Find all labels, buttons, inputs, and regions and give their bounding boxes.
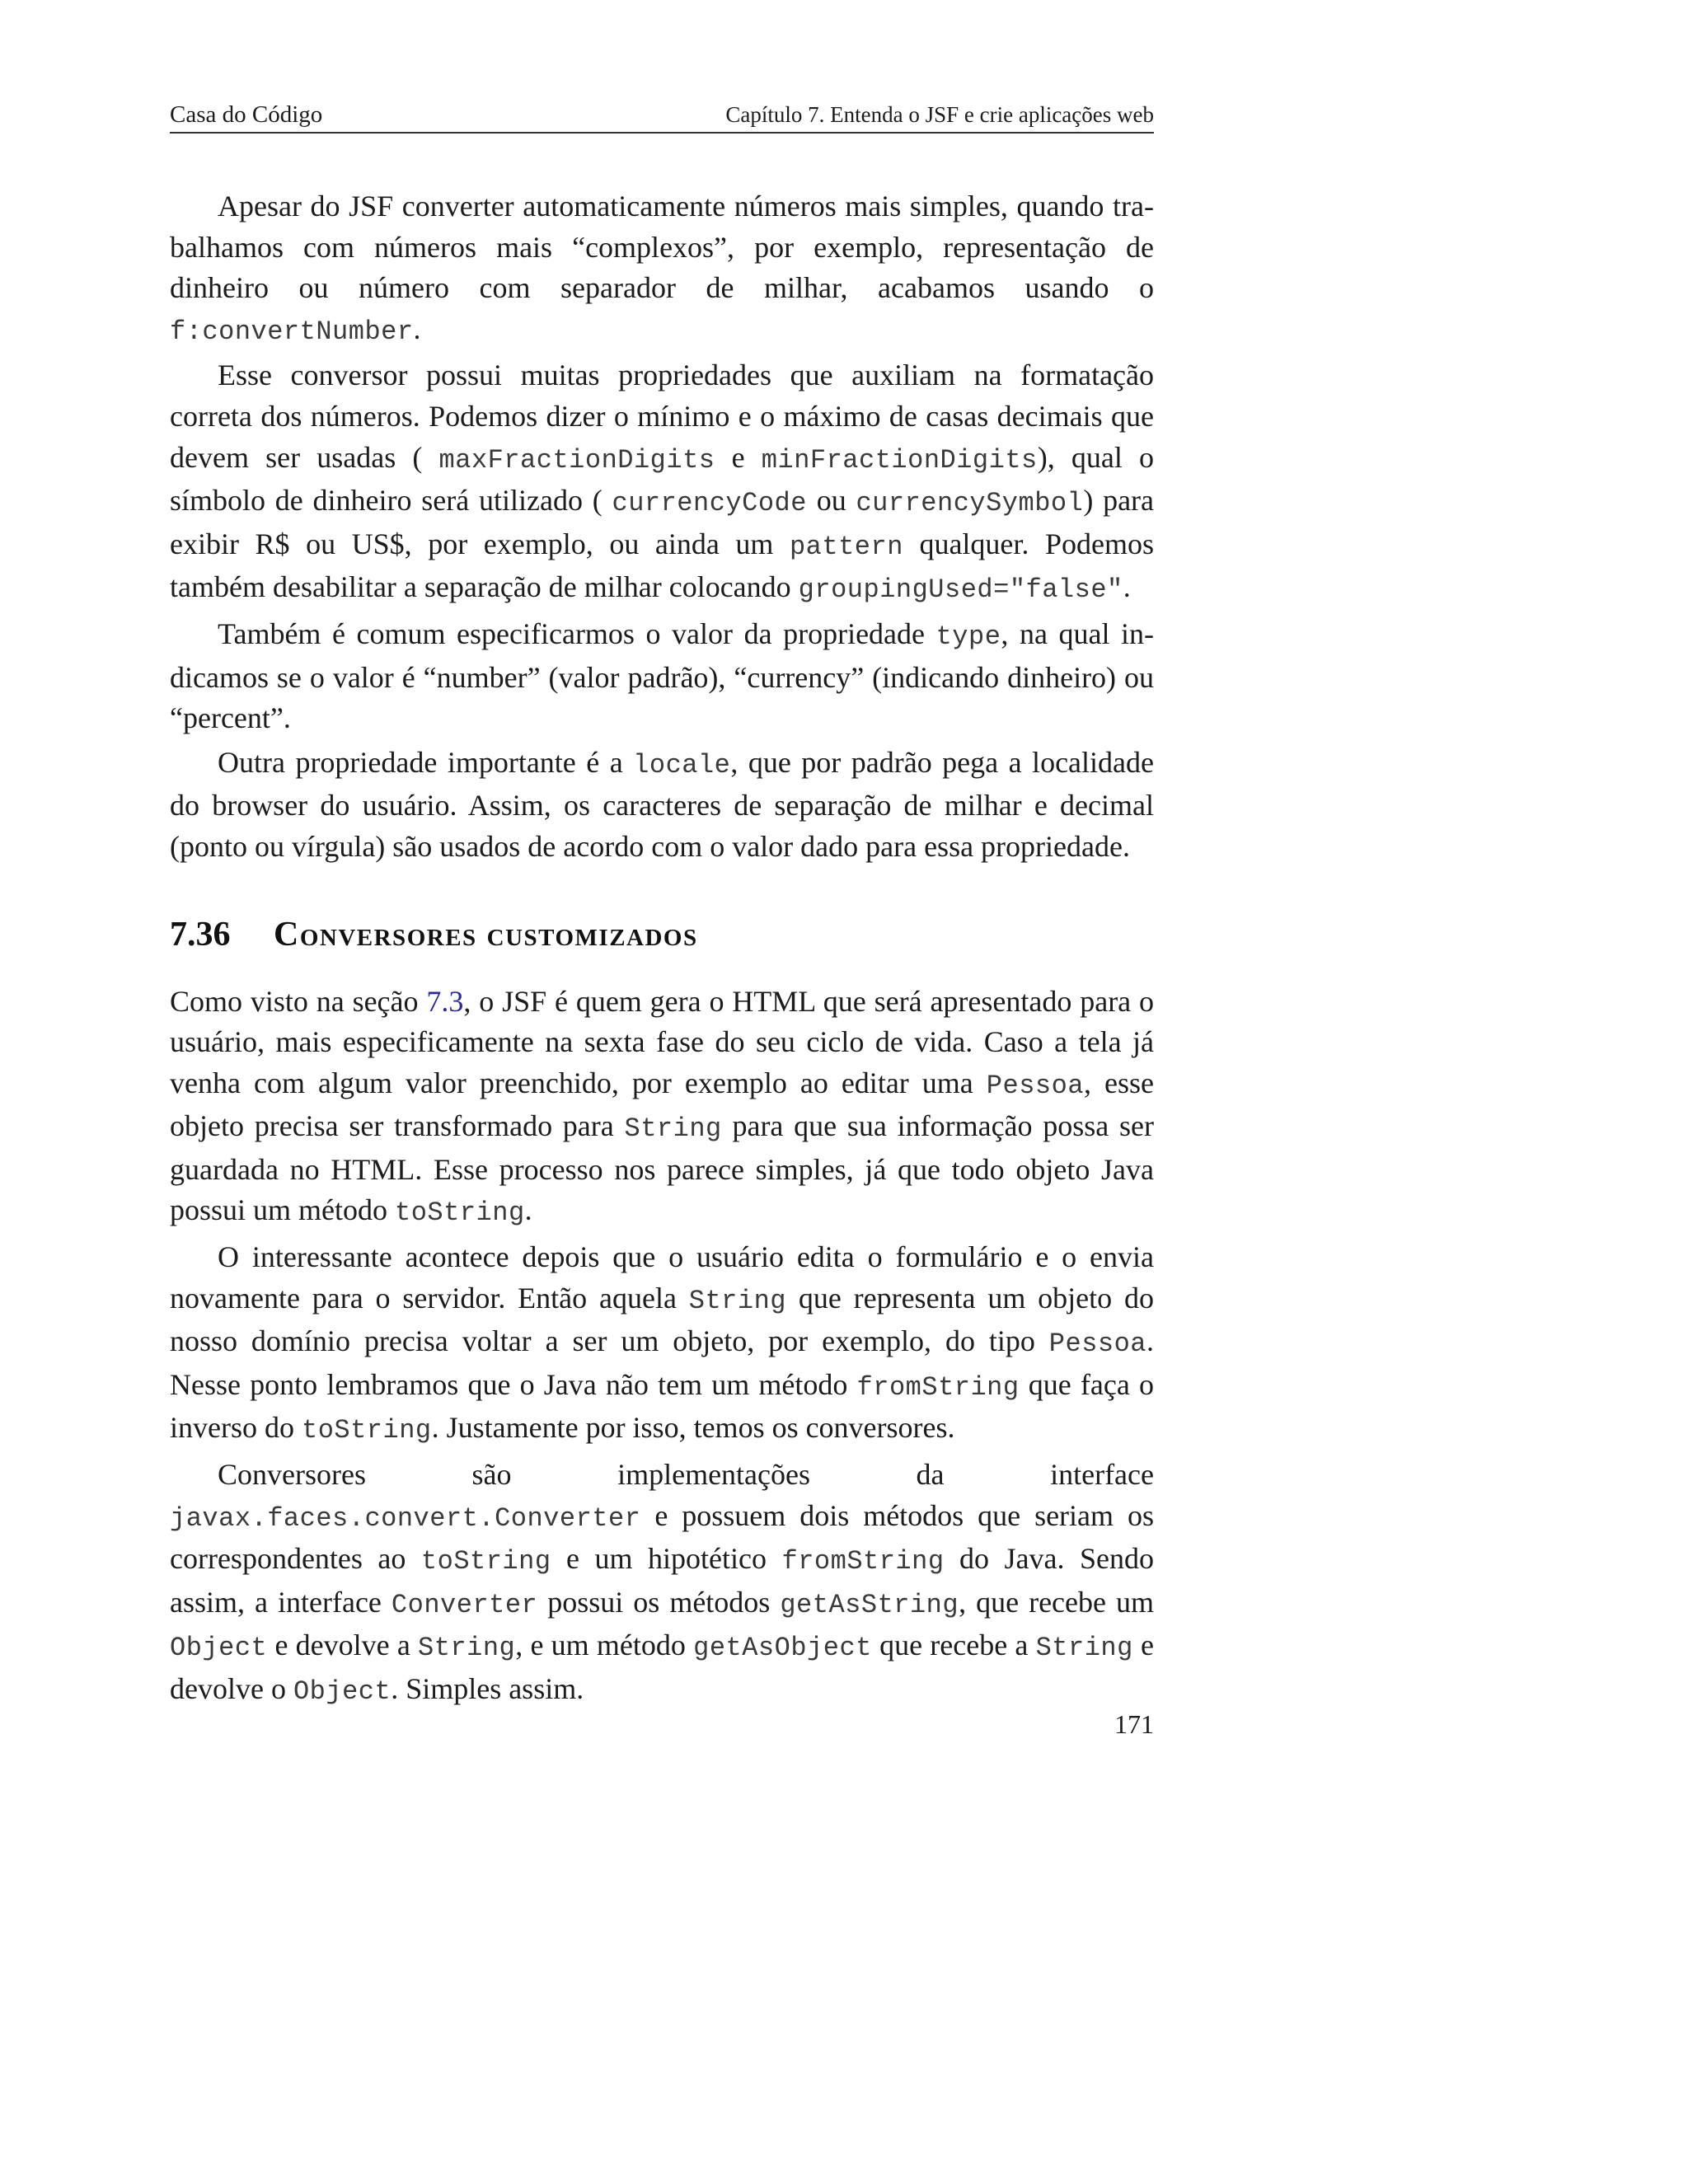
inline-code: minFractionDigits bbox=[761, 444, 1038, 476]
inline-code: toString bbox=[301, 1415, 432, 1446]
text: e devolve o bbox=[170, 1629, 1155, 1705]
inline-code: String bbox=[688, 1285, 786, 1316]
section-title: Conversores customizados bbox=[274, 915, 698, 954]
inline-code: locale bbox=[633, 749, 731, 780]
text: possui os métodos bbox=[537, 1585, 781, 1619]
inline-code: groupingUsed="false" bbox=[798, 574, 1123, 606]
text: Conversores são implementações da interface bbox=[218, 1458, 1154, 1492]
text: Como visto na seção bbox=[170, 984, 427, 1018]
page-number: 171 bbox=[1114, 1709, 1154, 1739]
text: , que por padrão pega a localidade do browser do usuário. Assim, os caracteres de separação de milhar e decimal (ponto ou vírgula) são usados de acordo com o valor dado para essa propriedade. bbox=[170, 745, 1154, 863]
text: . bbox=[1123, 570, 1131, 604]
paragraph-custom-converters-intro bbox=[170, 982, 1154, 1235]
text: que faça o inverso do bbox=[170, 1367, 1154, 1445]
text: . Simples assim. bbox=[391, 1672, 584, 1705]
section-cross-reference-link[interactable]: 7.3 bbox=[426, 984, 464, 1018]
running-header bbox=[170, 97, 1154, 134]
inline-code: toString bbox=[395, 1197, 525, 1229]
text: qualquer. Podemos também desabilitar a separação de milhar colocando bbox=[170, 527, 1154, 604]
inline-code: currencySymbol bbox=[856, 488, 1084, 519]
text: que recebe a bbox=[871, 1629, 1036, 1662]
header-book-title: Casa do Código bbox=[170, 101, 323, 128]
text: O interessante acontece depois que o usuário edita o formulário e o envia novamente para o servidor. Então aquela bbox=[170, 1240, 1154, 1315]
inline-code: f:convertNumber bbox=[170, 316, 414, 347]
text: . bbox=[524, 1193, 532, 1227]
text: . Nesse ponto lembramos que o Java não tem um método bbox=[170, 1324, 1154, 1401]
inline-code: type bbox=[935, 621, 1001, 652]
header-chapter-title: Capítulo 7. Entenda o JSF e crie aplicações web bbox=[725, 102, 1154, 127]
text: e bbox=[715, 440, 762, 474]
text: Apesar do JSF converter automaticamente números mais simples, quando trabalhamos com números mais “complexos”, por exemplo, representação de dinheiro ou número com separador de milhar, acabamos usando o bbox=[170, 190, 1154, 305]
inline-code: String bbox=[418, 1633, 516, 1664]
inline-code: Converter bbox=[391, 1589, 538, 1620]
page-body bbox=[170, 186, 1154, 1716]
inline-code: Object bbox=[170, 1633, 268, 1664]
section-number: 7.36 bbox=[170, 915, 231, 954]
text: Também é comum especificarmos o valor da propriedade bbox=[218, 616, 936, 650]
text: . Justamente por isso, temos os conversores. bbox=[431, 1411, 955, 1445]
paragraph-converter-properties bbox=[170, 355, 1154, 611]
text: , que recebe um bbox=[959, 1585, 1155, 1619]
text: e devolve a bbox=[267, 1629, 419, 1662]
text: Esse conversor possui muitas propriedades que auxiliam na formatação correta dos números. Podemos dizer o mínimo e o máximo de casas decimais que devem ser usadas ( bbox=[170, 359, 1154, 474]
inline-code: javax.faces.convert.Converter bbox=[170, 1502, 641, 1534]
inline-code: getAsObject bbox=[693, 1633, 872, 1664]
text: ou bbox=[806, 484, 856, 518]
inline-code: maxFractionDigits bbox=[438, 444, 715, 476]
text: ), qual o símbolo de dinheiro será utilizado ( bbox=[170, 440, 1155, 518]
text: Outra propriedade importante é a bbox=[218, 745, 634, 779]
inline-code: fromString bbox=[856, 1371, 1020, 1403]
text: , esse objeto precisa ser transformado para bbox=[170, 1066, 1155, 1143]
text: que representa um objeto do nosso domínio precisa voltar a ser um objeto, por exemplo, do tipo bbox=[170, 1281, 1154, 1358]
inline-code: pattern bbox=[789, 531, 903, 562]
text: , e um método bbox=[515, 1629, 694, 1662]
text: ) para exibir R$ ou US$, por exemplo, ou ainda um bbox=[170, 484, 1155, 560]
paragraph-convert-number bbox=[170, 186, 1154, 352]
inline-code: String bbox=[1035, 1633, 1133, 1664]
paragraph-locale-property bbox=[170, 743, 1154, 868]
paragraph-type-property bbox=[170, 614, 1154, 739]
text: para que sua informação possa ser guardada no HTML. Esse processo nos parece simples, já que todo objeto Java possui um método bbox=[170, 1109, 1154, 1227]
text: do Java. Sendo assim, a interface bbox=[170, 1542, 1155, 1619]
paragraph-converter-interface bbox=[170, 1455, 1154, 1713]
inline-code: Pessoa bbox=[986, 1070, 1085, 1101]
text: . bbox=[413, 312, 421, 345]
text: e possuem dois métodos que seriam os correspondentes ao bbox=[170, 1498, 1154, 1576]
text: e um hipotético bbox=[551, 1542, 782, 1576]
inline-code: currencyCode bbox=[612, 488, 807, 519]
inline-code: Pessoa bbox=[1048, 1329, 1146, 1360]
inline-code: String bbox=[624, 1113, 722, 1145]
text: , na qual indicamos se o valor é “number” (valor padrão), “currency” (indicando dinheiro) ou “percent”. bbox=[170, 616, 1155, 735]
section-heading bbox=[170, 912, 1154, 957]
paragraph-conversion-problem bbox=[170, 1237, 1154, 1451]
inline-code: getAsString bbox=[780, 1589, 959, 1620]
inline-code: fromString bbox=[781, 1546, 945, 1577]
text: , o JSF é quem gera o HTML que será apresentado para o usuário, mais especificamente na sexta fase do seu ciclo de vida. Caso a tela já venha com algum valor preenchido, por exemplo ao editar uma bbox=[170, 984, 1155, 1099]
inline-code: toString bbox=[420, 1546, 551, 1577]
inline-code: Object bbox=[293, 1676, 392, 1707]
